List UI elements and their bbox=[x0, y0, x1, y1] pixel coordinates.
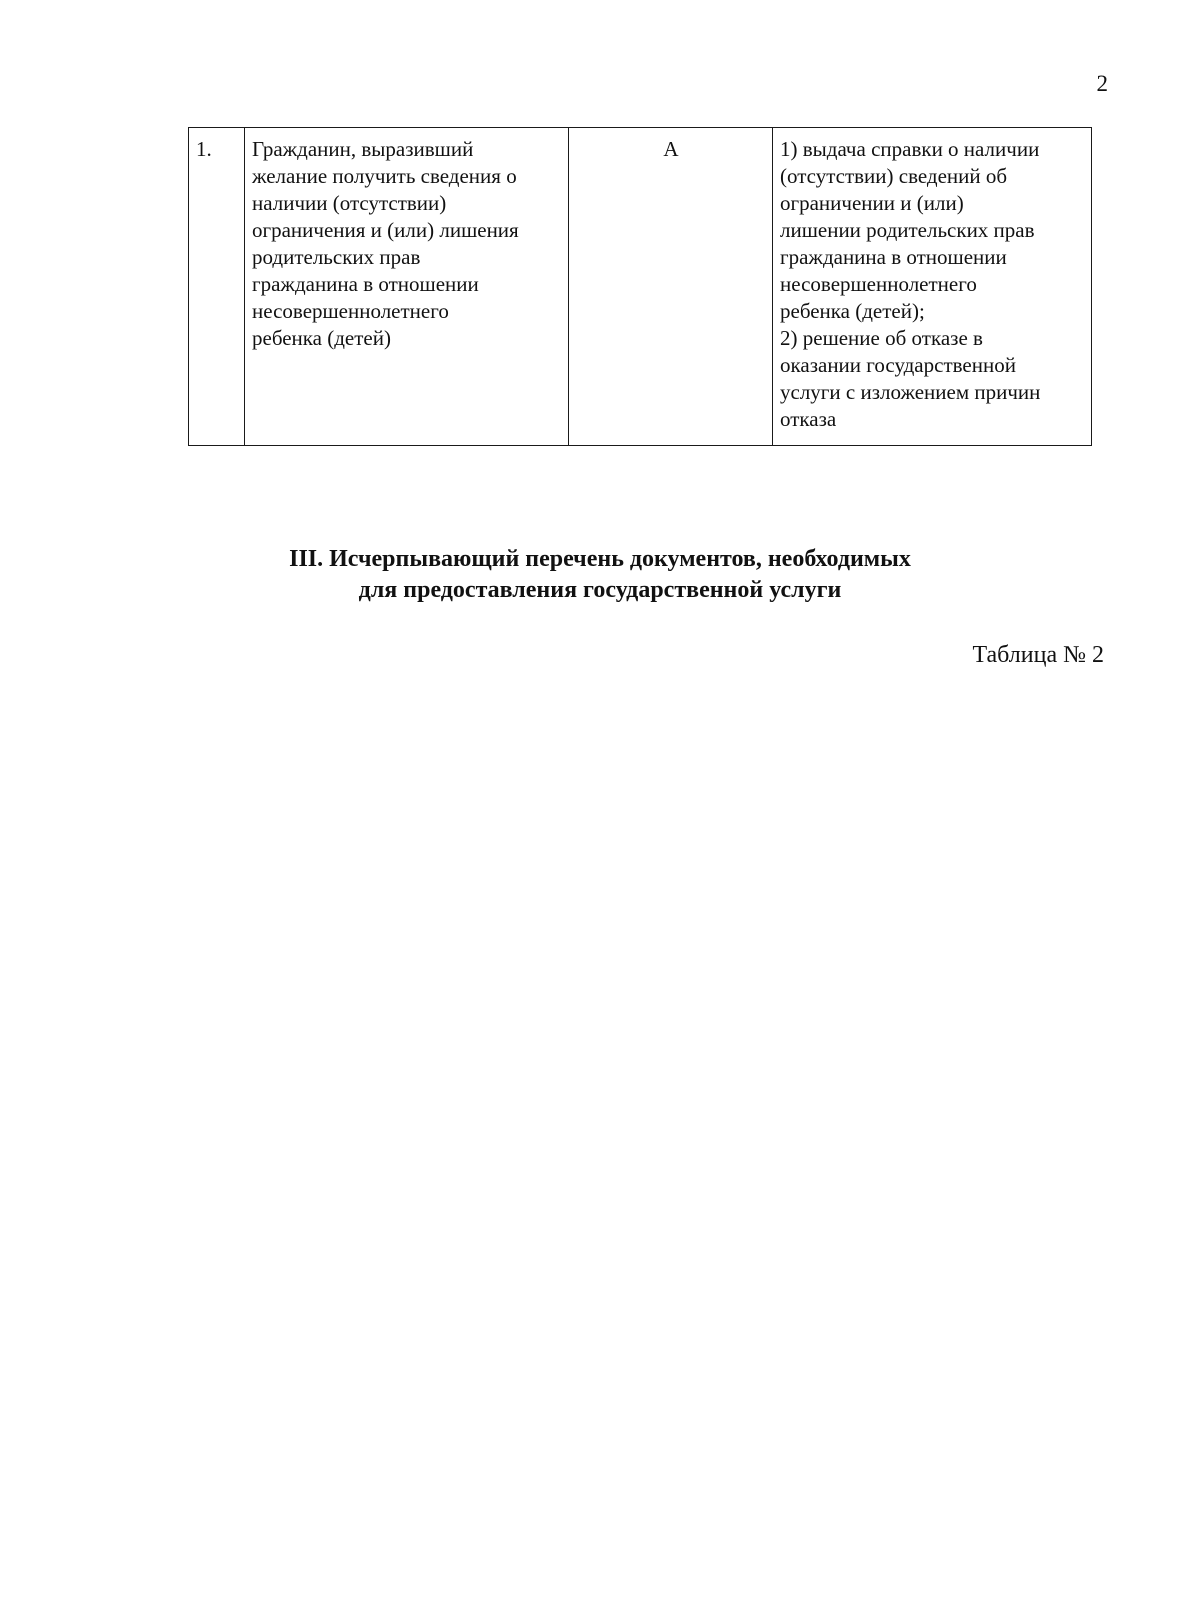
row-number-cell: 1. bbox=[189, 128, 245, 446]
table-row bbox=[189, 128, 1092, 446]
section-title-line-1: III. Исчерпывающий перечень документов, необходимых bbox=[289, 546, 911, 572]
table-caption: Таблица № 2 bbox=[972, 642, 1104, 668]
applicant-cell: Гражданин, выразивший желание получить сведения о наличии (отсутствии) ограничения и (или) лишения родительских прав гражданина в отношении несовершеннолетнего ребенка (детей) bbox=[245, 128, 569, 446]
services-table bbox=[188, 127, 1092, 446]
page-number: 2 bbox=[1096, 71, 1108, 96]
section-title bbox=[0, 544, 1200, 606]
section-title-line-2: для предоставления государственной услуги bbox=[358, 577, 842, 603]
category-cell: А bbox=[569, 128, 773, 446]
result-cell: 1) выдача справки о наличии (отсутствии) сведений об ограничении и (или) лишении родительских прав гражданина в отношении несовершеннолетнего ребенка (детей); 2) решение об отказе в оказании государственной услуги с изложением причин отказа bbox=[773, 128, 1092, 446]
